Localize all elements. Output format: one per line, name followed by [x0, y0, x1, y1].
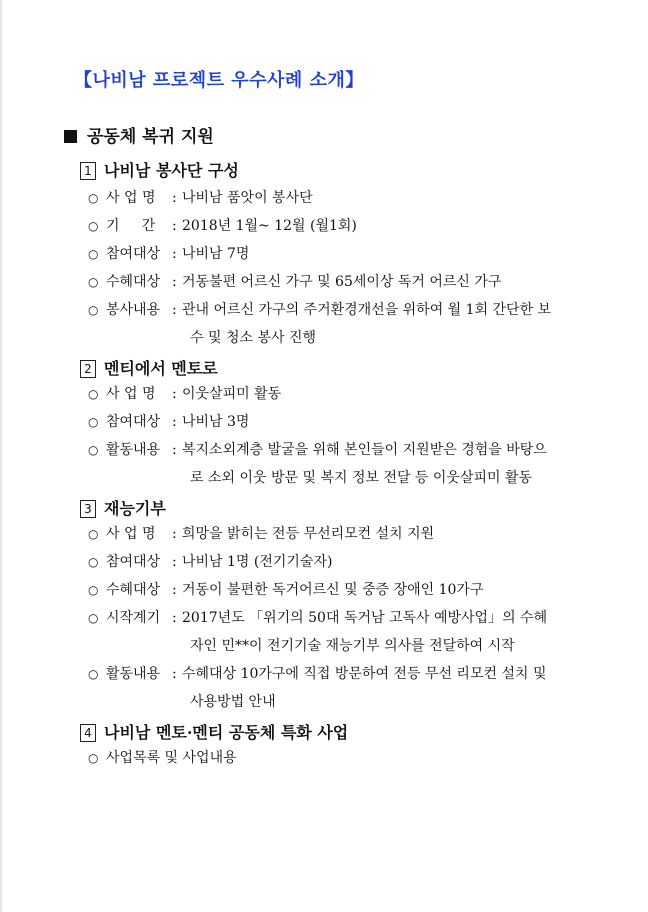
- colon: :: [172, 190, 177, 206]
- item-label: 수혜대상: [106, 582, 161, 598]
- item-value: 복지소외계층 발굴을 위해 본인들이 지원받은 경험을 바탕으: [182, 442, 547, 458]
- colon: :: [172, 274, 177, 290]
- black-square-icon: [64, 130, 77, 143]
- item-value: 2018년 1월~ 12월 (월1회): [182, 218, 357, 234]
- item-label: 사 업 명: [106, 190, 156, 206]
- circle-bullet-icon: ○: [88, 443, 99, 457]
- item-value: 나비남 7명: [182, 246, 250, 262]
- colon: :: [172, 386, 177, 402]
- subsection-1-heading: [80, 158, 239, 181]
- item-label: 봉사내용: [106, 302, 161, 318]
- subsection-title: 재능기부: [104, 499, 166, 518]
- colon: :: [172, 666, 177, 682]
- item-value: 관내 어르신 가구의 주거환경개선을 위하여 월 1회 간단한 보: [182, 302, 552, 318]
- list-item: [88, 296, 608, 346]
- list-item: [88, 380, 608, 408]
- item-label: 활동내용: [106, 442, 161, 458]
- circle-bullet-icon: ○: [88, 751, 99, 765]
- item-value: 사업목록 및 사업내용: [106, 750, 237, 766]
- number-box-icon: 2: [80, 360, 96, 378]
- circle-bullet-icon: ○: [88, 219, 99, 233]
- circle-bullet-icon: ○: [88, 303, 99, 317]
- colon: :: [172, 442, 177, 458]
- item-label: 사 업 명: [106, 526, 156, 542]
- item-label: 사 업 명: [106, 386, 156, 402]
- colon: :: [172, 610, 177, 626]
- list-item: [88, 240, 608, 268]
- colon: :: [172, 414, 177, 430]
- item-value: 거동불편 어르신 가구 및 65세이상 독거 어르신 가구: [182, 274, 502, 290]
- subsection-title: 멘티에서 멘토로: [104, 359, 218, 378]
- circle-bullet-icon: ○: [88, 611, 99, 625]
- subsection-2-heading: [80, 356, 218, 379]
- list-item: [88, 576, 608, 604]
- item-label: 활동내용: [106, 666, 161, 682]
- colon: :: [172, 554, 177, 570]
- number-box-icon: 4: [80, 724, 96, 742]
- circle-bullet-icon: ○: [88, 415, 99, 429]
- item-value: 희망을 밝히는 전등 무선리모컨 설치 지원: [182, 526, 435, 542]
- item-value-continued: 자인 민**이 전기기술 재능기부 의사를 전달하여 시작: [190, 638, 515, 654]
- item-value-continued: 수 및 청소 봉사 진행: [190, 330, 316, 346]
- colon: :: [172, 302, 177, 318]
- item-label: 참여대상: [106, 414, 161, 430]
- colon: :: [172, 218, 177, 234]
- list-item: [88, 212, 608, 240]
- number-box-icon: 1: [80, 162, 96, 180]
- item-label: 참여대상: [106, 554, 161, 570]
- page-edge: [0, 0, 2, 912]
- list-item: [88, 408, 608, 436]
- number-box-icon: 3: [80, 500, 96, 518]
- circle-bullet-icon: ○: [88, 667, 99, 681]
- item-value: 나비남 품앗이 봉사단: [182, 190, 313, 206]
- circle-bullet-icon: ○: [88, 583, 99, 597]
- section-title: 공동체 복귀 지원: [87, 127, 214, 147]
- circle-bullet-icon: ○: [88, 191, 99, 205]
- item-label: 수혜대상: [106, 274, 161, 290]
- item-value: 이웃살피미 활동: [182, 386, 282, 402]
- list-item: [88, 520, 608, 548]
- list-item: [88, 268, 608, 296]
- item-label: 기 간: [106, 218, 156, 234]
- list-item: [88, 184, 608, 212]
- circle-bullet-icon: ○: [88, 527, 99, 541]
- item-value-continued: 사용방법 안내: [190, 694, 276, 710]
- subsection-3-heading: [80, 496, 166, 519]
- colon: :: [172, 582, 177, 598]
- colon: :: [172, 246, 177, 262]
- circle-bullet-icon: ○: [88, 275, 99, 289]
- circle-bullet-icon: ○: [88, 387, 99, 401]
- list-item: [88, 548, 608, 576]
- item-value: 거동이 불편한 독거어르신 및 중증 장애인 10가구: [182, 582, 484, 598]
- item-label: 시작계기: [106, 610, 161, 626]
- circle-bullet-icon: ○: [88, 247, 99, 261]
- item-value-continued: 로 소외 이웃 방문 및 복지 정보 전달 등 이웃살피미 활동: [190, 470, 533, 486]
- subsection-title: 나비남 봉사단 구성: [104, 161, 239, 180]
- section-heading: [64, 122, 214, 147]
- subsection-4-heading: [80, 720, 348, 743]
- list-item: [88, 660, 608, 710]
- item-value: 나비남 3명: [182, 414, 250, 430]
- list-item: [88, 744, 608, 772]
- colon: :: [172, 526, 177, 542]
- document-title: 【나비남 프로젝트 우수사례 소개】: [74, 70, 364, 91]
- circle-bullet-icon: ○: [88, 555, 99, 569]
- item-value: 수혜대상 10가구에 직접 방문하여 전등 무선 리모컨 설치 및: [182, 666, 547, 682]
- item-value: 2017년도 「위기의 50대 독거남 고독사 예방사업」의 수혜: [182, 610, 548, 626]
- item-value: 나비남 1명 (전기기술자): [182, 554, 333, 570]
- subsection-title: 나비남 멘토·멘티 공동체 특화 사업: [104, 723, 349, 742]
- item-label: 참여대상: [106, 246, 161, 262]
- list-item: [88, 436, 608, 486]
- list-item: [88, 604, 608, 654]
